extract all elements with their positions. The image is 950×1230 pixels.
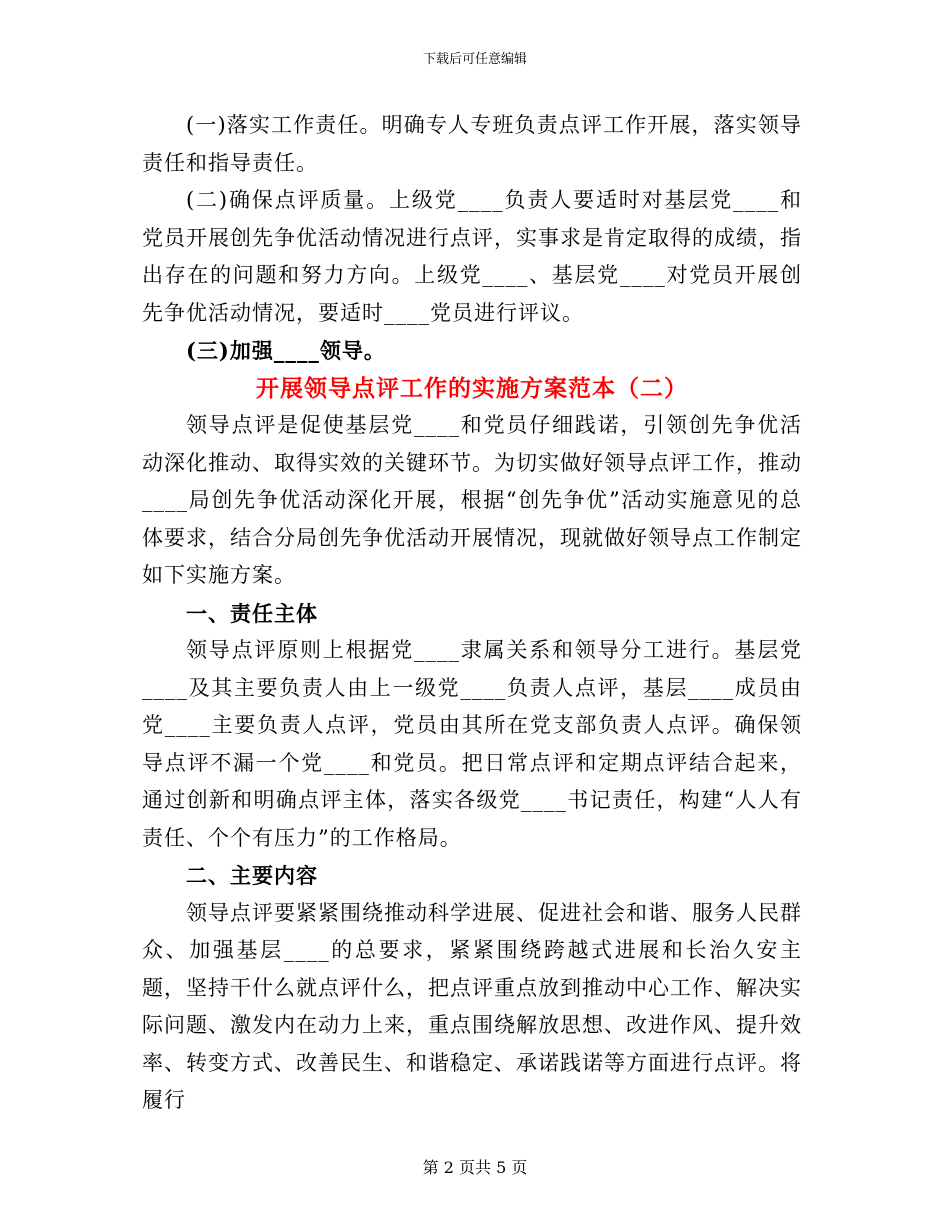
paragraph-6: 领导点评要紧紧围绕推动科学进展、促进社会和谐、服务人民群众、加强基层____的总要求，紧紧围绕跨越式进展和长治久安主题，坚持干什么就点评什么，把点评重点放到推动中心工作、解决实际问题、激发内在动力上来，重点围绕解放思想、改进作风、提升效率、转变方式、改善民生、和谐稳定、承诺践诺等方面进行点评。将履行 [142,900,802,1112]
heading-responsibility: 一、责任主体 [186,600,318,626]
document-body [142,107,802,1120]
page-footer: 第 2 页共 5 页 [422,1158,528,1177]
paragraph-3-heading: (三)加强____领导。 [186,338,386,363]
paragraph-4: 领导点评是促使基层党____和党员仔细践诺，引领创先争优活动深化推动、取得实效的关键环节。为切实做好领导点评工作，推动____局创先争优活动深化开展，根据“创先争优”活动实施意见的总体要求，结合分局创先争优活动开展情况，现就做好领导点工作制定如下实施方案。 [142,413,802,587]
page-header: 下载后可任意编辑 [422,52,527,67]
paragraph-5: 领导点评原则上根据党____隶属关系和领导分工进行。基层党____及其主要负责人由上一级党____负责人点评，基层____成员由党____主要负责人点评，党员由其所在党支部负责人点评。确保领导点评不漏一个党____和党员。把日常点评和定期点评结合起来，通过创新和明确点评主体，落实各级党____书记责任，构建“人人有责任、个个有压力”的工作格局。 [142,638,802,850]
heading-main-content: 二、主要内容 [186,863,318,888]
paragraph-2: (二)确保点评质量。上级党____负责人要适时对基层党____和党员开展创先争优活动情况进行点评，实事求是肯定取得的成绩，指出存在的问题和努力方向。上级党____、基层党____对党员开展创先争优活动情况，要适时____党员进行评议。 [142,188,802,325]
section-title: 开展领导点评工作的实施方案范本（二） [256,374,688,402]
paragraph-1: (一)落实工作责任。明确专人专班负责点评工作开展，落实领导责任和指导责任。 [142,113,802,175]
